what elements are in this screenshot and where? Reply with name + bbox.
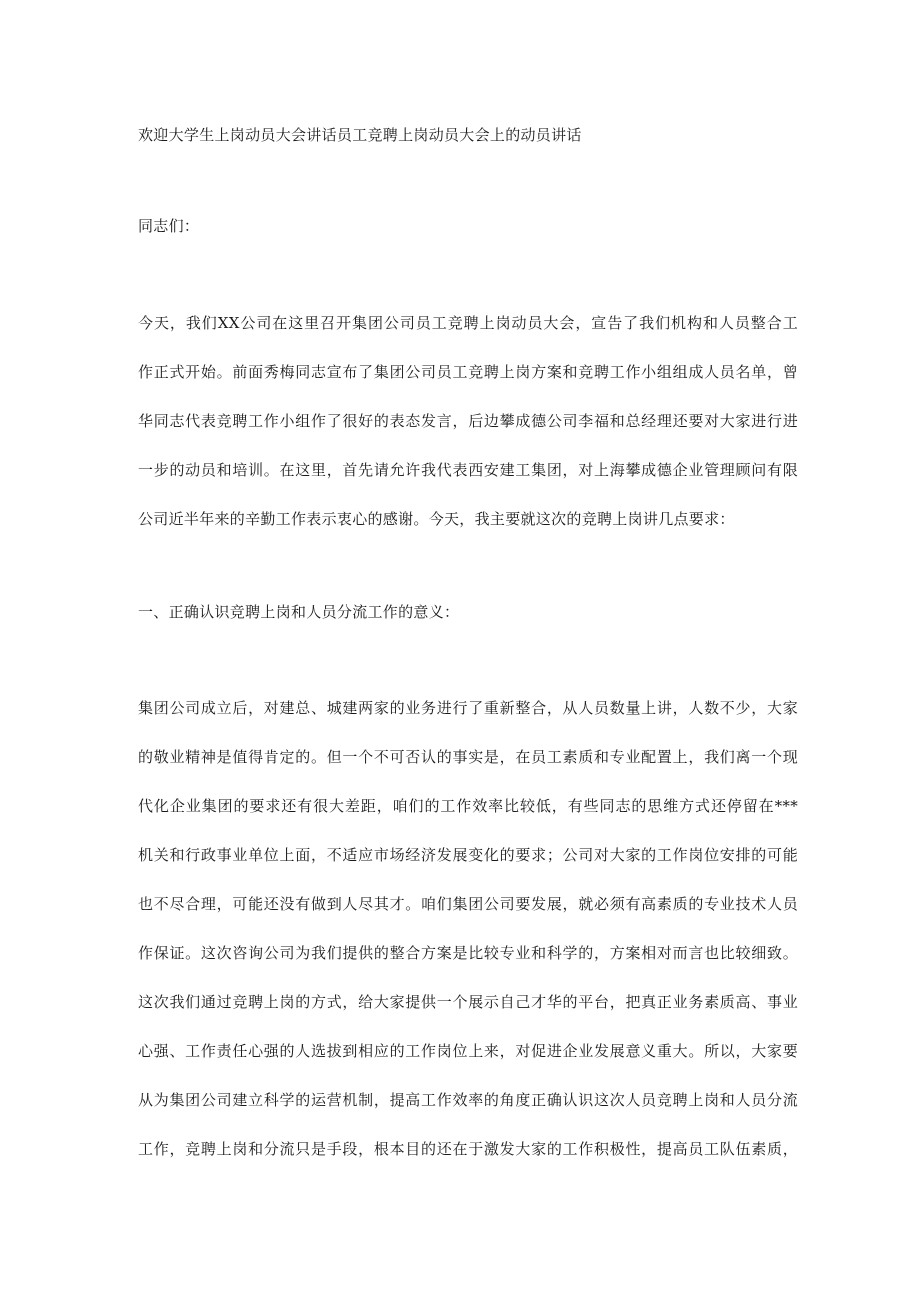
paragraph-line: 工作，竞聘上岗和分流只是手段，根本目的还在于激发大家的工作积极性，提高员工队伍素质， bbox=[138, 1140, 798, 1158]
paragraph-line: 的敬业精神是值得肯定的。但一个不可否认的事实是，在员工素质和专业配置上，我们离一个现 bbox=[138, 748, 798, 766]
paragraph-line: 也不尽合理，可能还没有做到人尽其才。咱们集团公司要发展，就必须有高素质的专业技术人员 bbox=[138, 895, 798, 913]
paragraph-line: 心强、工作责任心强的人选拔到相应的工作岗位上来，对促进企业发展意义重大。所以，大家要 bbox=[138, 1042, 798, 1060]
paragraph-line: 这次我们通过竞聘上岗的方式，给大家提供一个展示自己才华的平台，把真正业务素质高、事业 bbox=[138, 993, 798, 1011]
document-title: 欢迎大学生上岗动员大会讲话员工竞聘上岗动员大会上的动员讲话 bbox=[138, 126, 582, 144]
paragraph-line: 代化企业集团的要求还有很大差距，咱们的工作效率比较低，有些同志的思维方式还停留在*** bbox=[138, 797, 798, 815]
section-heading: 一、正确认识竞聘上岗和人员分流工作的意义： bbox=[138, 603, 460, 621]
paragraph-line: 华同志代表竞聘工作小组作了很好的表态发言，后边攀成德公司李福和总经理还要对大家进行进 bbox=[138, 412, 798, 430]
paragraph-line: 机关和行政事业单位上面，不适应市场经济发展变化的要求；公司对大家的工作岗位安排的可能 bbox=[138, 846, 798, 864]
paragraph-line: 作正式开始。前面秀梅同志宣布了集团公司员工竞聘上岗方案和竞聘工作小组组成人员名单，曾 bbox=[138, 363, 798, 381]
paragraph-line: 今天，我们XX公司在这里召开集团公司员工竞聘上岗动员大会，宣告了我们机构和人员整合工 bbox=[138, 314, 798, 332]
paragraph-line: 一步的动员和培训。在这里，首先请允许我代表西安建工集团，对上海攀成德企业管理顾问有限 bbox=[138, 461, 798, 479]
salutation: 同志们： bbox=[138, 217, 200, 235]
paragraph-line: 公司近半年来的辛勤工作表示衷心的感谢。今天，我主要就这次的竞聘上岗讲几点要求： bbox=[138, 510, 735, 528]
paragraph-line: 从为集团公司建立科学的运营机制，提高工作效率的角度正确认识这次人员竞聘上岗和人员分流 bbox=[138, 1091, 798, 1109]
paragraph-line: 作保证。这次咨询公司为我们提供的整合方案是比较专业和科学的，方案相对而言也比较细致。 bbox=[138, 944, 798, 962]
paragraph-line: 集团公司成立后，对建总、城建两家的业务进行了重新整合，从人员数量上讲，人数不少，大家 bbox=[138, 699, 798, 717]
